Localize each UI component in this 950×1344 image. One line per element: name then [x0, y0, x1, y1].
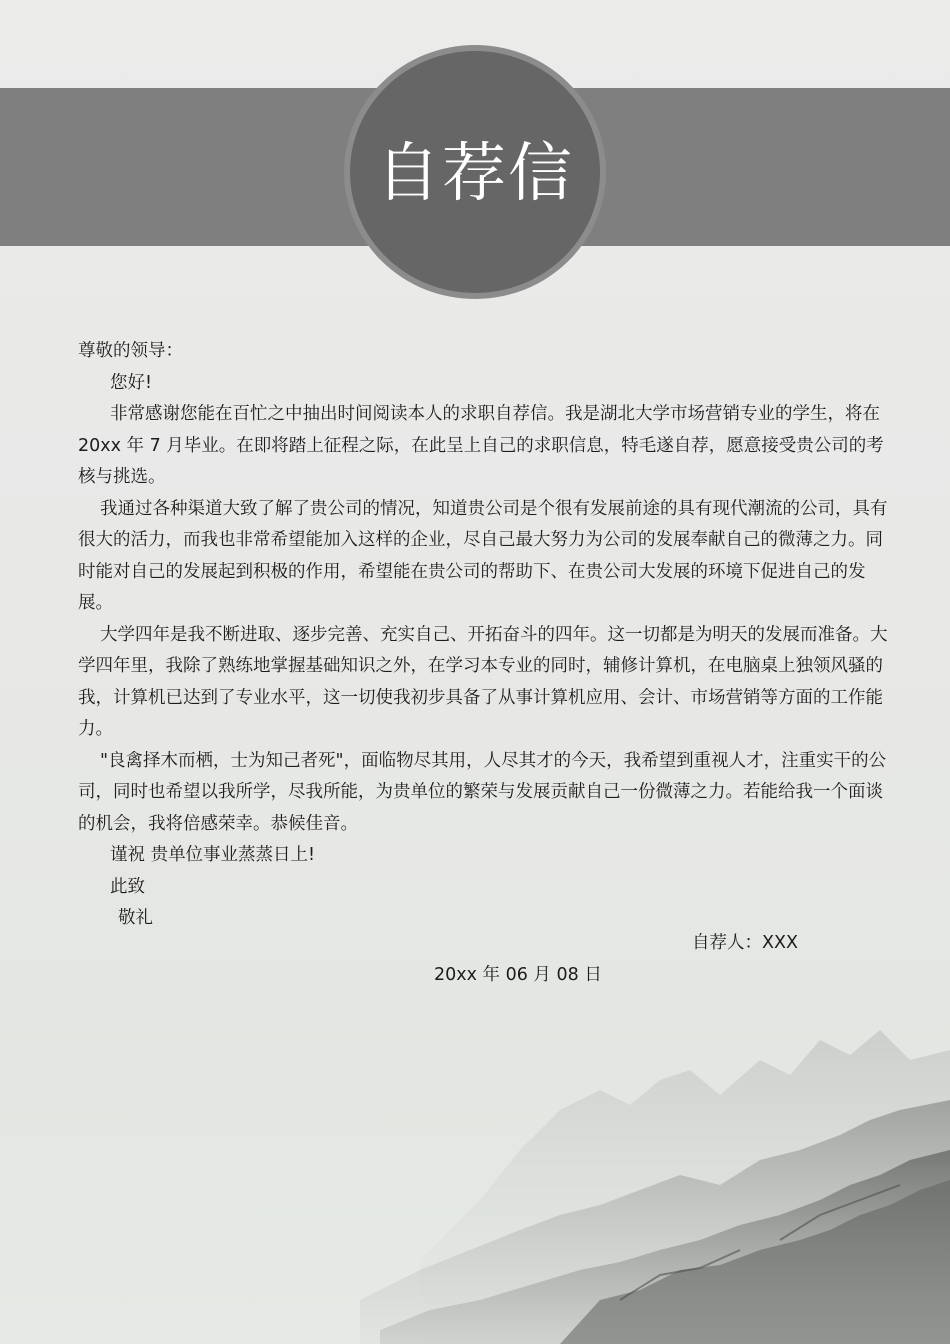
- paragraph-2: 我通过各种渠道大致了解了贵公司的情况，知道贵公司是个很有发展前途的具有现代潮流的公司，具有很大的活力，而我也非常希望能加入这样的企业，尽自己最大努力为公司的发展奉献自己的微薄之力。同时能对自己的发展起到积极的作用，希望能在贵公司的帮助下、在贵公司大发展的环境下促进自己的发展。: [78, 498, 888, 613]
- closing-jingli: 敬礼: [118, 908, 153, 928]
- ink-mountain-landscape: [0, 1000, 950, 1344]
- paragraph-1: 非常感谢您能在百忙之中抽出时间阅读本人的求职自荐信。我是湖北大学市场营销专业的学生，将在 20xx 年 7 月毕业。在即将踏上征程之际，在此呈上自己的求职信息，特毛遂自荐，愿意接受贵公司的考核与挑选。: [78, 404, 884, 487]
- title-circle: [350, 51, 600, 293]
- closing-wish: 谨祝 贵单位事业蒸蒸日上!: [110, 845, 316, 865]
- letter-body: [78, 336, 890, 935]
- signature: 自荐人：XXX: [692, 933, 798, 953]
- page-title: 自荐信: [376, 137, 574, 211]
- letter-date: 20xx 年 06 月 08 日: [434, 965, 602, 985]
- greeting: 您好!: [110, 372, 153, 393]
- closing-cizhi: 此致: [110, 876, 145, 897]
- paragraph-3: 大学四年是我不断进取、逐步完善、充实自己、开拓奋斗的四年。这一切都是为明天的发展而准备。大学四年里，我除了熟练地掌握基础知识之外，在学习本专业的同时，辅修计算机，在电脑桌上独领风骚的我，计算机已达到了专业水平，这一切使我初步具备了从事计算机应用、会计、市场营销等方面的工作能力。: [78, 624, 888, 739]
- paragraph-4: "良禽择木而栖，士为知己者死"，面临物尽其用，人尽其才的今天，我希望到重视人才，注重实干的公司，同时也希望以我所学，尽我所能，为贵单位的繁荣与发展贡献自己一份微薄之力。若能给我一个面谈的机会，我将倍感荣幸。恭候佳音。: [78, 750, 887, 834]
- salutation: 尊敬的领导：: [78, 341, 183, 361]
